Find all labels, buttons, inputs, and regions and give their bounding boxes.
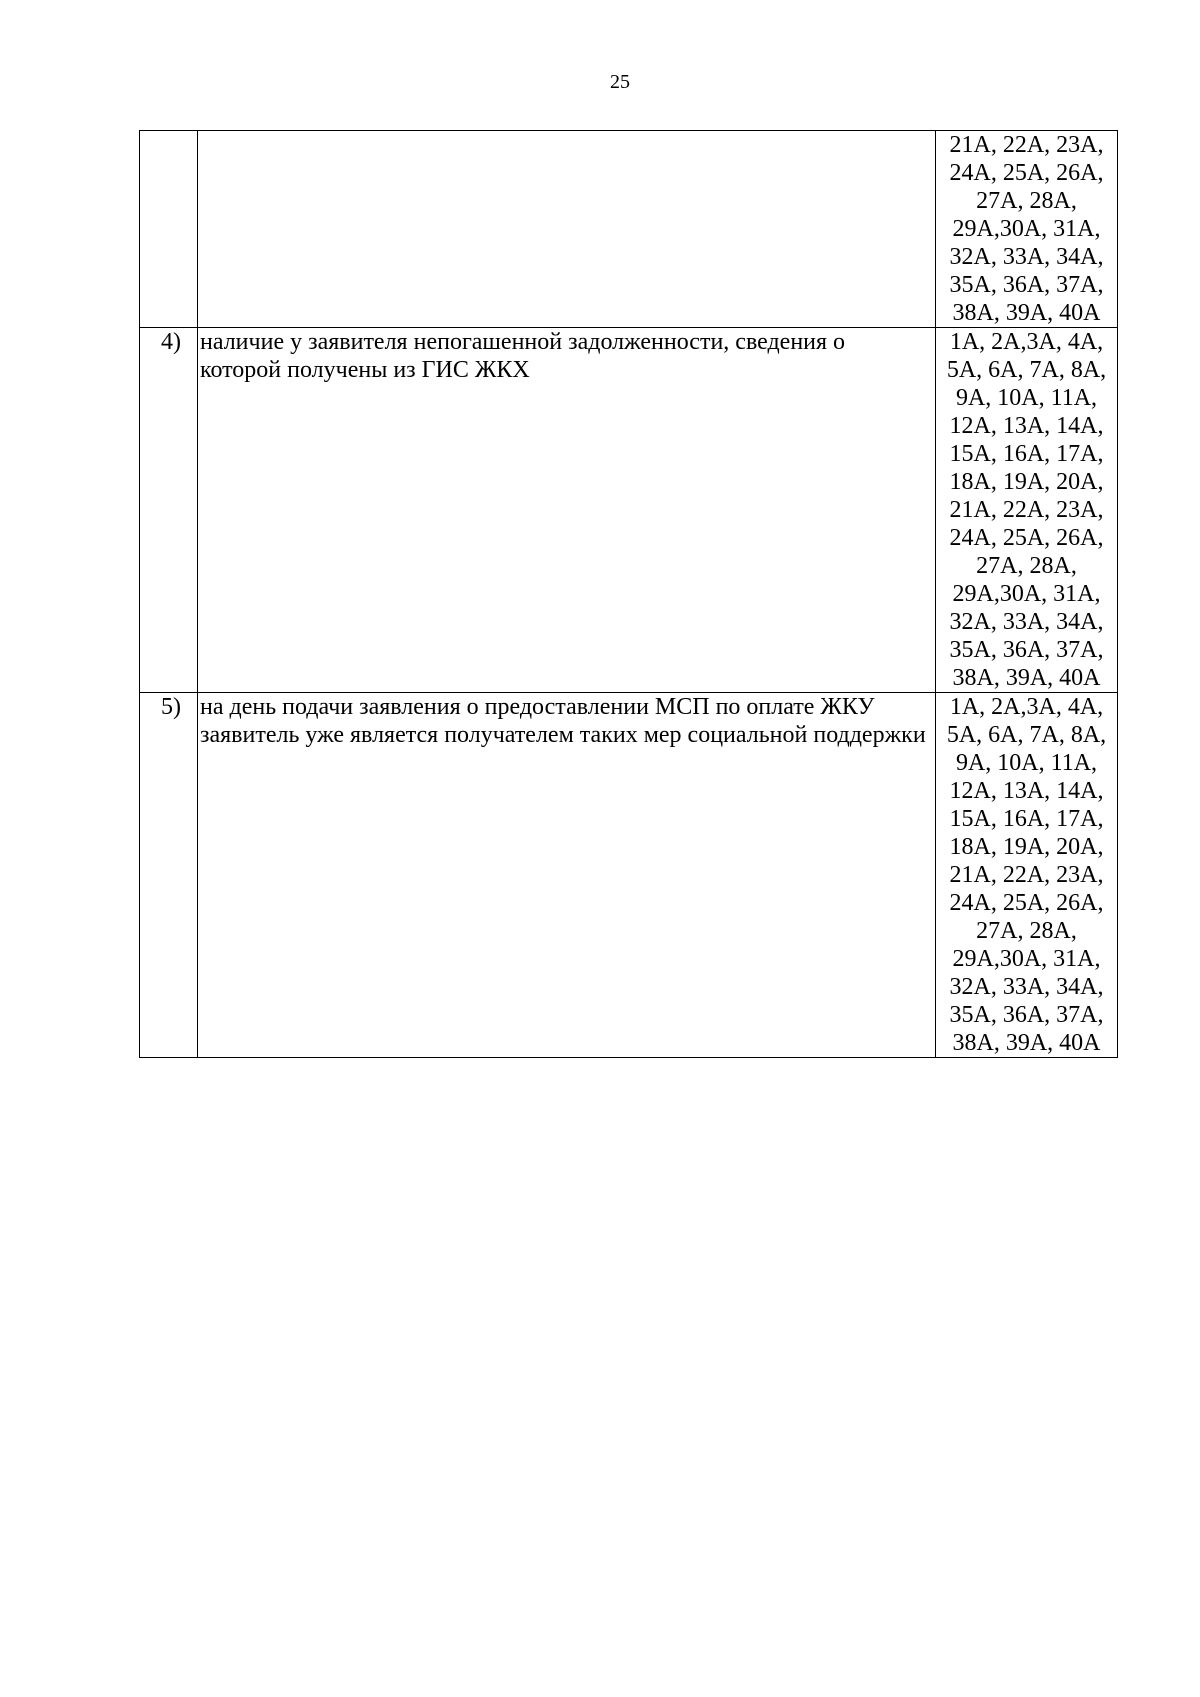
table-row — [140, 693, 1118, 1058]
code-line: 29А,30А, 31А, — [952, 216, 1101, 242]
description-line: которой получены из ГИС ЖКХ — [200, 357, 530, 383]
code-line: 18А, 19А, 20А, — [949, 469, 1104, 495]
code-line: 12А, 13А, 14А, — [949, 413, 1104, 439]
code-line: 38А, 39А, 40А — [952, 1030, 1101, 1056]
code-line: 21А, 22А, 23А, — [949, 862, 1104, 888]
code-line: 35А, 36А, 37А, — [949, 637, 1104, 663]
row-codes — [936, 328, 1118, 693]
code-line: 5А, 6А, 7А, 8А, — [946, 722, 1107, 748]
code-line: 15А, 16А, 17А, — [949, 441, 1104, 467]
code-line: 29А,30А, 31А, — [952, 946, 1101, 972]
code-line: 18А, 19А, 20А, — [949, 834, 1104, 860]
code-line: 27А, 28А, — [976, 553, 1077, 579]
code-line: 35А, 36А, 37А, — [949, 272, 1104, 298]
code-line: 15А, 16А, 17А, — [949, 806, 1104, 832]
code-line: 5А, 6А, 7А, 8А, — [946, 357, 1107, 383]
description-line: наличие у заявителя непогашенной задолженности, сведения о — [200, 329, 846, 355]
code-line: 38А, 39А, 40А — [952, 665, 1101, 691]
criteria-table — [139, 130, 1118, 1058]
code-line: 1А, 2А,3А, 4А, — [949, 329, 1104, 355]
row-number: 5) — [140, 693, 198, 1058]
code-line: 12А, 13А, 14А, — [949, 778, 1104, 804]
row-codes — [936, 693, 1118, 1058]
code-line: 9А, 10А, 11А, — [955, 385, 1098, 411]
code-line: 21А, 22А, 23А, — [949, 132, 1104, 158]
row-description — [198, 131, 936, 328]
description-line: заявитель уже является получателем таких мер социальной поддержки — [200, 722, 926, 748]
row-number: 4) — [140, 328, 198, 693]
code-line: 32А, 33А, 34А, — [949, 244, 1104, 270]
code-line: 9А, 10А, 11А, — [955, 750, 1098, 776]
code-line: 38А, 39А, 40А — [952, 300, 1101, 326]
table-row — [140, 131, 1118, 328]
code-line: 24А, 25А, 26А, — [949, 525, 1104, 551]
code-line: 24А, 25А, 26А, — [949, 160, 1104, 186]
description-line: на день подачи заявления о предоставлении МСП по оплате ЖКУ — [200, 694, 875, 720]
code-line: 21А, 22А, 23А, — [949, 497, 1104, 523]
code-line: 27А, 28А, — [976, 918, 1077, 944]
row-description — [198, 328, 936, 693]
code-line: 32А, 33А, 34А, — [949, 974, 1104, 1000]
code-line: 35А, 36А, 37А, — [949, 1002, 1104, 1028]
code-line: 1А, 2А,3А, 4А, — [949, 694, 1104, 720]
page-number: 25 — [610, 71, 630, 93]
table-row — [140, 328, 1118, 693]
row-number — [140, 131, 198, 328]
code-line: 24А, 25А, 26А, — [949, 890, 1104, 916]
code-line: 29А,30А, 31А, — [952, 581, 1101, 607]
row-description — [198, 693, 936, 1058]
code-line: 27А, 28А, — [976, 188, 1077, 214]
row-codes — [936, 131, 1118, 328]
code-line: 32А, 33А, 34А, — [949, 609, 1104, 635]
